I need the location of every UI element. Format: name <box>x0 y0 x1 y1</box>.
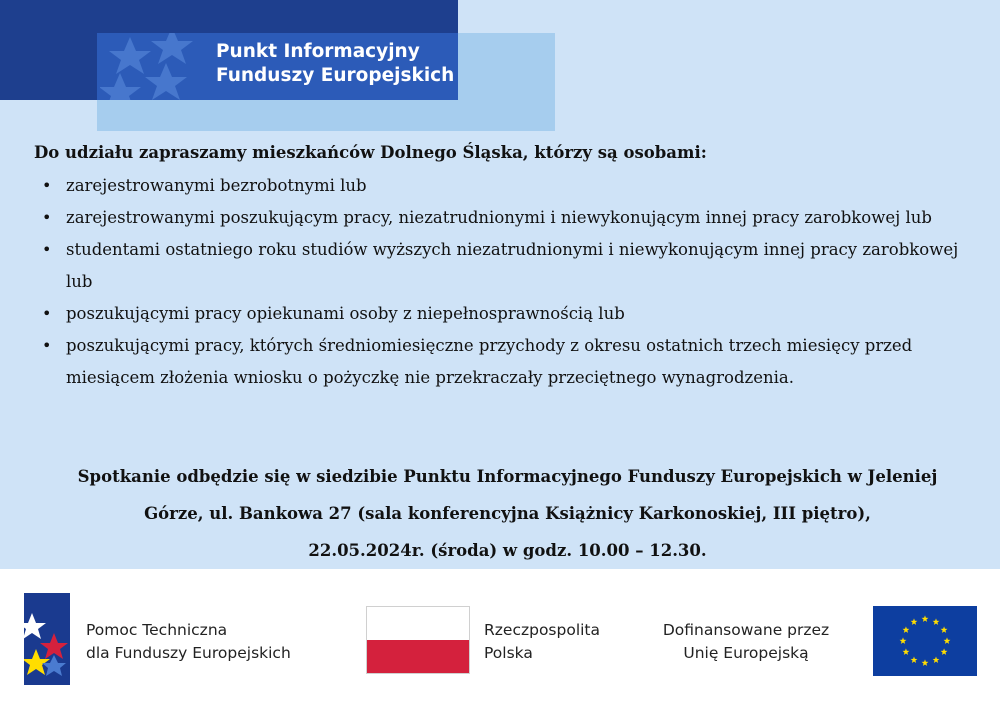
header-logo-text <box>216 40 454 88</box>
poland-logo-text <box>484 619 600 665</box>
logo-line-1: Punkt Informacyjny <box>216 41 420 62</box>
footer-logos <box>0 569 1000 710</box>
flag-white-stripe <box>367 607 469 640</box>
rp-line-1: Rzeczpospolita <box>484 621 601 639</box>
meeting-line-3: 22.05.2024r. (środa) w godz. 10.00 – 12.30. <box>308 541 707 560</box>
meeting-line-1: Spotkanie odbędzie się w siedzibie Punktu Informacyjnego Funduszy Europejskich w Jeleniej <box>77 467 938 486</box>
list-item: • poszukującymi pracy opiekunami osoby z niepełnosprawnością lub <box>66 298 974 330</box>
rp-line-2: Polska <box>484 644 533 662</box>
eligibility-list <box>34 170 974 394</box>
list-item: • poszukującymi pracy, których średniomiesięczne przychody z okresu ostatnich trzech miesięcy przed miesiącem złożenia wniosku o pożyczkę nie przekraczały przeciętnego wynagrodzenia. <box>66 330 974 394</box>
intro-text: Do udziału zapraszamy mieszkańców Dolnego Śląska, którzy są osobami: <box>34 143 707 162</box>
eu-flag-icon <box>873 606 977 676</box>
flag-red-stripe <box>367 640 469 673</box>
eu-line-1: Dofinansowane przez <box>662 621 830 639</box>
meeting-info <box>30 458 985 569</box>
list-item: • zarejestrowanymi poszukującym pracy, niezatrudnionymi i niewykonującym innej pracy zarobkowej lub <box>66 202 974 234</box>
poland-flag-icon <box>366 606 470 674</box>
fe-line-2: dla Funduszy Europejskich <box>86 644 291 662</box>
fe-line-1: Pomoc Techniczna <box>86 621 228 639</box>
funds-logo-text <box>86 619 291 665</box>
eu-line-2: Unię Europejską <box>683 644 809 662</box>
eligibility-section <box>34 140 974 394</box>
logo-line-2: Funduszy Europejskich <box>216 65 455 86</box>
funds-logo-icon <box>24 593 70 685</box>
eu-cofunding-text <box>636 619 856 665</box>
list-item: • studentami ostatniego roku studiów wyższych niezatrudnionymi i niewykonującym innej pracy zarobkowej lub <box>66 234 974 298</box>
logo-stars-icon <box>100 33 200 100</box>
meeting-line-2: Górze, ul. Bankowa 27 (sala konferencyjna Książnicy Karkonoskiej, III piętro), <box>144 504 871 523</box>
list-item: • zarejestrowanymi bezrobotnymi lub <box>66 170 974 202</box>
